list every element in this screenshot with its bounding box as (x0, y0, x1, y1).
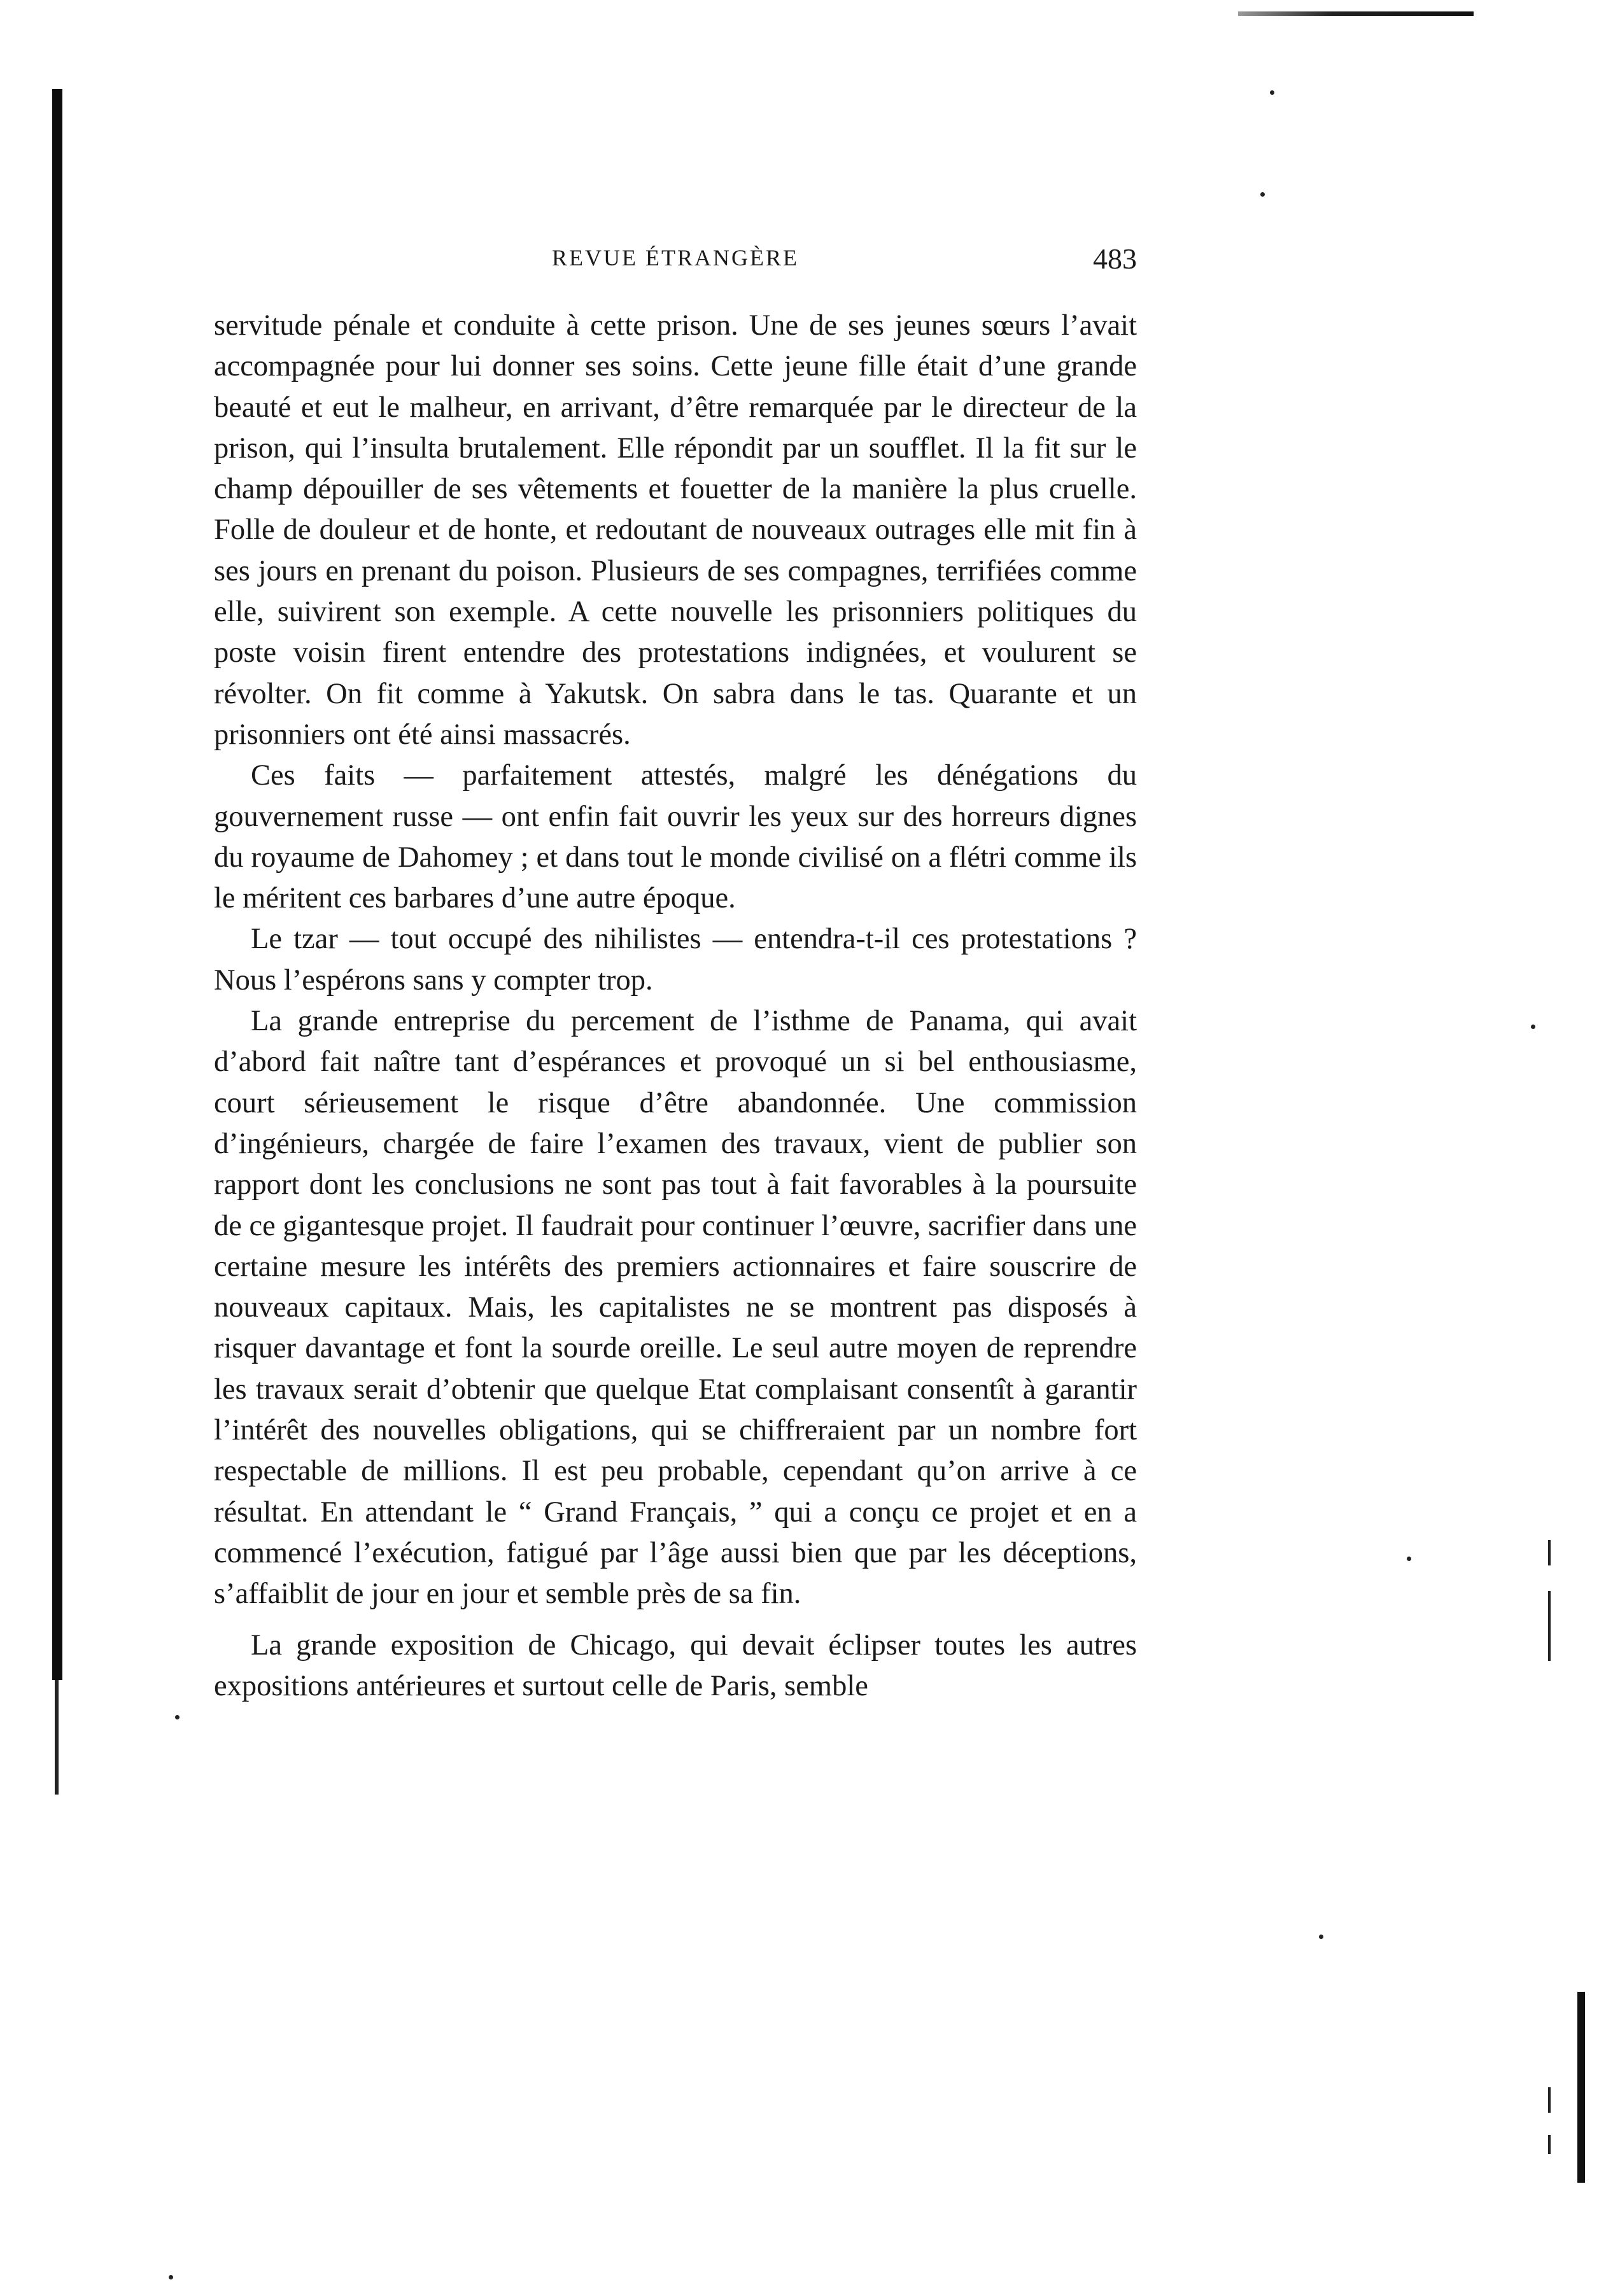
scan-speck (169, 2275, 173, 2279)
paragraph-continued: servitude pénale et conduite à cette prison. Une de ses jeunes sœurs l’avait accompagnée pour lui donner ses soins. Cette jeune fille était d’une grande beauté et eut le malheur, en arrivant, d’être remarquée par le directeur de la prison, qui l’insulta brutalement. Elle répondit par un soufflet. Il la fit sur le champ dépouiller de ses vêtements et fouetter de la manière la plus cruelle. Folle de douleur et de honte, et redoutant de nouveaux outrages elle mit fin à ses jours en prenant du poison. Plusieurs de ses compagnes, terrifiées comme elle, suivirent son exemple. A cette nouvelle les prisonniers politiques du poste voisin firent entendre des protestations indignées, et voulurent se révolter. On fit comme à Yakutsk. On sabra dans le tas. Quarante et un prisonniers ont été ainsi massacrés. (214, 309, 1137, 751)
scan-speck (1407, 1557, 1411, 1561)
paragraph: La grande exposition de Chicago, qui devait éclipser toutes les autres expositions antérieures et surtout celle de Paris, semble (214, 1628, 1137, 1702)
scan-speck (1270, 90, 1274, 95)
scan-left-binding-shadow (52, 89, 62, 1680)
scan-right-edge-shadow (1577, 1992, 1585, 2183)
document-page (214, 242, 1137, 1707)
page-number: 483 (1093, 242, 1137, 275)
body-text (214, 305, 1137, 1707)
scan-top-rule (1238, 11, 1474, 16)
paragraph: Ces faits — parfaitement attestés, malgré les dénégations du gouvernement russe — ont enfin fait ouvrir les yeux sur des horreurs dignes du royaume de Dahomey ; et dans tout le monde civilisé on a flétri comme ils le méritent ces barbares d’une autre époque. (214, 759, 1137, 915)
scan-speck (1531, 1025, 1535, 1029)
running-title: REVUE ÉTRANGÈRE (552, 245, 799, 270)
scan-speck (1260, 192, 1265, 197)
scan-speck (1319, 1935, 1323, 1939)
scan-right-tick (1548, 2087, 1551, 2113)
paragraph: La grande entreprise du percement de l’isthme de Panama, qui avait d’abord fait naître tant d’espérances et provoqué un si bel enthousiasme, court sérieusement le risque d’être abandonnée. Une commission d’ingénieurs, chargée de faire l’examen des travaux, vient de publier son rapport dont les conclusions ne sont pas tout à fait favorables à la poursuite de ce gigantesque projet. Il faudrait pour continuer l’œuvre, sacrifier dans une certaine mesure les intérêts des premiers actionnaires et faire souscrire de nouveaux capitaux. Mais, les capitalistes ne se montrent pas disposés à risquer davantage et font la sourde oreille. Le seul autre moyen de reprendre les travaux serait d’obtenir que quelque Etat complaisant consentît à garantir l’intérêt des nouvelles obligations, qui se chiffreraient par un nombre fort respectable de millions. Il est peu probable, cependant qu’on arrive à ce résultat. En attendant le “ Grand Français, ” qui a conçu ce projet et en a commencé l’exécution, fatigué par l’âge aussi bien que par les déceptions, s’affaiblit de jour en jour et semble près de sa fin. (214, 1005, 1137, 1611)
scan-right-tick (1548, 2135, 1551, 2154)
scan-right-tick (1548, 1540, 1551, 1565)
scan-left-binding-shadow-lower (55, 1680, 59, 1795)
scan-speck (175, 1715, 180, 1719)
scan-right-tick (1548, 1591, 1551, 1661)
running-head (214, 242, 1137, 280)
paragraph: Le tzar — tout occupé des nihilistes — entendra-t-il ces protestations ? Nous l’espérons sans y compter trop. (214, 923, 1137, 997)
